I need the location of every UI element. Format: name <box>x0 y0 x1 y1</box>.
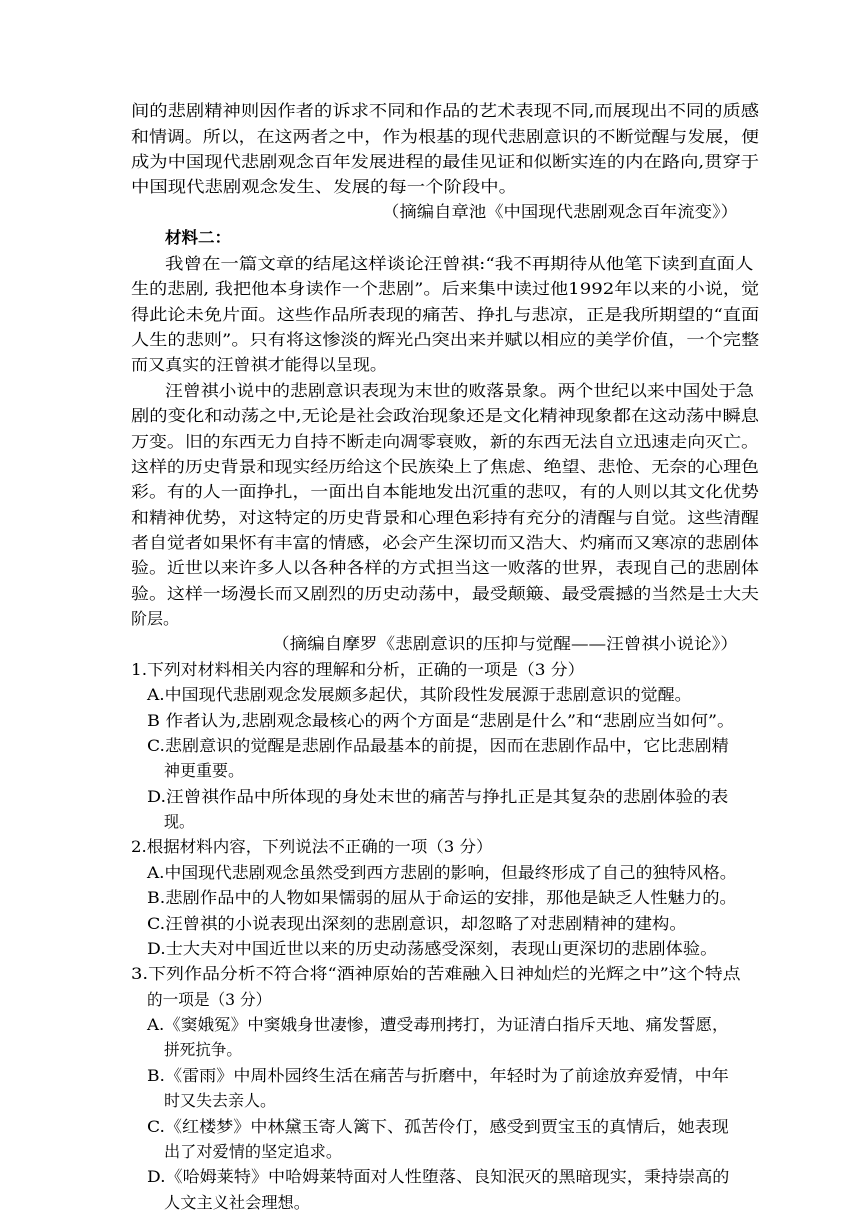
material1-line-4: 中国现代悲剧观念发生、发展的每一个阶段中。 <box>131 177 518 196</box>
material2-p2-line-10: 阶层。 <box>131 609 180 628</box>
q1-option-d-line-2: 现。 <box>164 812 195 831</box>
material2-heading: 材料二： <box>165 228 232 247</box>
q2-stem: 2.根据材料内容，下列说法不正确的一项（3 分） <box>131 837 493 856</box>
q1-option-c-line-1: C.悲剧意识的觉醒是悲剧作品最基本的前提，因而在悲剧作品中，它比悲剧精 <box>147 736 729 755</box>
q3-option-a-line-2: 拼死抗争。 <box>164 1040 243 1059</box>
material2-p2-line-7: 者自觉者如果怀有丰富的情感，必会产生深切而又浩大、灼痛而又寒凉的悲剧体 <box>131 533 760 552</box>
q1-stem: 1.下列对材料相关内容的理解和分析，正确的一项是（3 分） <box>131 660 585 679</box>
material2-p2-line-4: 这样的历史背景和现实经历给这个民族染上了焦虑、绝望、悲怆、无奈的心理色 <box>131 457 760 476</box>
q2-option-d: D.士大夫对中国近世以来的历史动荡感受深刻，表现山更深切的悲剧体验。 <box>147 939 718 958</box>
q1-option-b: B 作者认为,悲剧观念最核心的两个方面是“悲剧是什么”和“悲剧应当如何”。 <box>147 711 735 730</box>
q3-option-b-line-1: B.《雷雨》中周朴园终生活在痛苦与折磨中，年轻时为了前途放弃爱情，中年 <box>147 1066 729 1085</box>
q3-option-c-line-2: 出了对爱情的坚定追求。 <box>164 1142 343 1161</box>
material2-p1-line-3: 得此论未免片面。这些作品所表现的痛苦、挣扎与悲凉，正是我所期望的“直面 <box>131 305 760 324</box>
material2-p2-line-6: 和精神优势，对这特定的历史背景和心理色彩持有充分的清醒与自觉。这些清醒 <box>131 508 760 527</box>
material1-source: （摘编自章池《中国现代悲剧观念百年流变》） <box>382 202 739 221</box>
material2-p2-line-8: 验。近世以来许多人以各种各样的方式担当这一败落的世界，表现自己的悲剧体 <box>131 558 760 577</box>
q3-option-d-line-1: D.《哈姆莱特》中哈姆莱特面对人性堕落、良知泯灭的黑暗现实，秉持崇高的 <box>147 1167 730 1186</box>
material2-p1-line-2: 生的悲剧, 我把他本身读作一个悲剧”。后来集中读过他1992年以来的小说，觉 <box>131 279 760 298</box>
q1-option-d-line-1: D.汪曾祺作品中所体现的身处末世的痛苦与挣扎正是其复杂的悲剧体验的表 <box>147 787 729 806</box>
q3-option-c-line-1: C.《红楼梦》中林黛玉寄人篱下、孤苦伶仃，感受到贾宝玉的真情后，她表现 <box>147 1117 729 1136</box>
material1-line-2: 和情调。所以，在这两者之中，作为根基的现代悲剧意识的不断觉醒与发展，便 <box>131 127 760 146</box>
q3-option-b-line-2: 时又失去亲人。 <box>164 1091 277 1110</box>
material2-p2-line-5: 彩。有的人一面挣扎，一面出自本能地发出沉重的悲叹，有的人则以其文化优势 <box>131 482 760 501</box>
q1-option-c-line-2: 神更重要。 <box>164 761 245 780</box>
material2-p2-line-2: 剧的变化和动荡之中,无论是社会政治现象还是文化精神现象都在这动荡中瞬息 <box>131 406 760 425</box>
material2-p2-line-9: 验。这样一场漫长而又剧烈的历史动荡中，最受颠簸、最受震撼的当然是士大夫 <box>131 584 760 603</box>
q2-option-a: A.中国现代悲剧观念虽然受到西方悲剧的影响，但最终形成了自己的独特风格。 <box>147 863 737 882</box>
q2-option-c: C.汪曾祺的小说表现出深刻的悲剧意识，却忽略了对悲剧精神的建构。 <box>147 914 687 933</box>
q3-option-a-line-1: A.《窦娥冤》中窦娥身世凄惨，遭受毒刑拷打，为证清白指斥天地、痛发誓愿， <box>147 1015 729 1034</box>
material2-p1-line-4: 人生的悲则”。只有将这惨淡的辉光凸突出来并赋以相应的美学价值，一个完整 <box>131 330 760 349</box>
material1-line-1: 间的悲剧精神则因作者的诉求不同和作品的艺术表现不同,而展现出不同的质感 <box>131 101 760 120</box>
material2-source: （摘编自摩罗《悲剧意识的压抑与觉醒——汪曾祺小说论》） <box>272 634 739 653</box>
material1-line-3: 成为中国现代悲剧观念百年发展进程的最佳见证和似断实连的内在路向,贯穿于 <box>131 152 760 171</box>
q2-option-b: B.悲剧作品中的人物如果懦弱的屈从于命运的安排，那他是缺乏人性魅力的。 <box>147 888 737 907</box>
q3-stem-line-1: 3.下列作品分析不符合将“酒神原始的苦难融入日神灿烂的光辉之中”这个特点 <box>131 964 741 983</box>
material2-p1-line-5: 而又真实的汪曾祺才能得以呈现。 <box>131 355 388 374</box>
material2-p2-line-1: 汪曾祺小说中的悲剧意识表现为末世的败落景象。两个世纪以来中国处于急 <box>165 381 755 400</box>
q1-option-a: A.中国现代悲剧观念发展颇多起伏，其阶段性发展源于悲剧意识的觉醒。 <box>147 685 692 704</box>
material2-p2-line-3: 万变。旧的东西无力自持不断走向凋零衰败，新的东西无法自立迅速走向灭亡。 <box>131 432 760 451</box>
q3-stem-line-2: 的一项是（3 分） <box>147 990 272 1009</box>
q3-option-d-line-2: 人文主义社会理想。 <box>164 1193 311 1212</box>
material2-p1-line-1: 我曾在一篇文章的结尾这样谈论汪曾祺:“我不再期待从他笔下读到直面人 <box>165 254 754 273</box>
